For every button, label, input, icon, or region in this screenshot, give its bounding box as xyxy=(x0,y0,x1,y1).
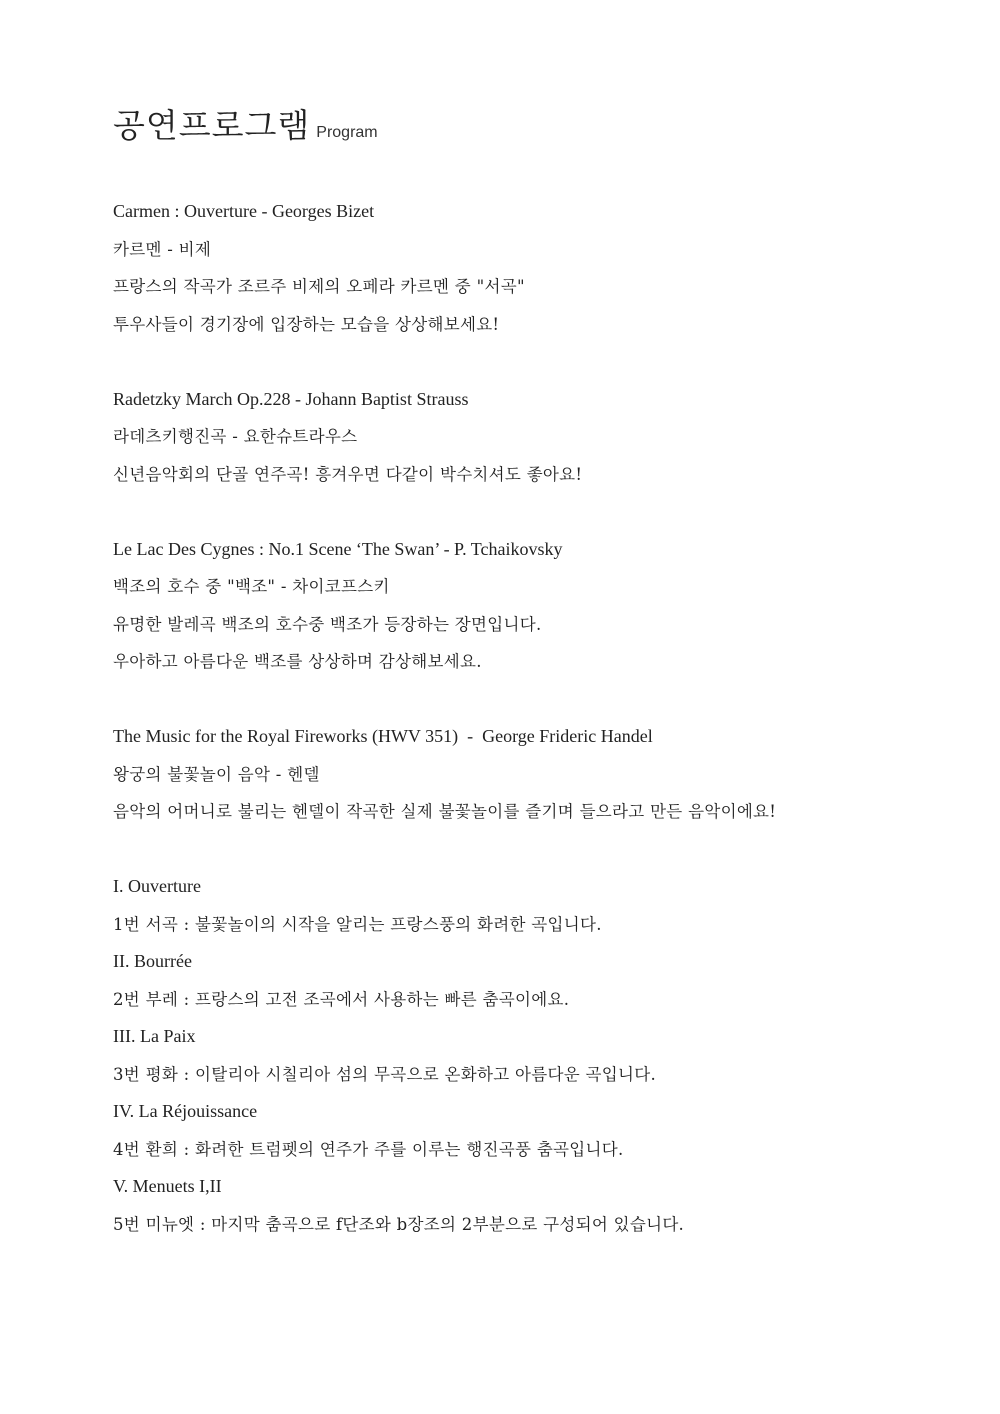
movement-name: III. La Paix xyxy=(113,1026,196,1046)
movement-name: I. Ouverture xyxy=(113,876,201,896)
movement-description: 4번 환희 : 화려한 트럼펫의 연주가 주를 이루는 행진곡풍 춤곡입니다. xyxy=(113,1139,624,1159)
movement-name: IV. La Réjouissance xyxy=(113,1101,258,1121)
movement-description: 5번 미뉴엣 : 마지막 춤곡으로 f단조와 b장조의 2부분으로 구성되어 있습니다. xyxy=(113,1214,685,1234)
program-page xyxy=(113,100,973,1243)
page-title-row xyxy=(113,100,973,147)
piece-royal-fireworks xyxy=(113,718,973,831)
piece-korean-title: 라데츠키행진곡 - 요한슈트라우스 xyxy=(113,427,358,446)
movement-list xyxy=(113,868,973,1243)
piece-description: 투우사들이 경기장에 입장하는 모습을 상상해보세요! xyxy=(113,314,500,334)
movement-name: II. Bourrée xyxy=(113,951,192,971)
movement-description: 1번 서곡 : 불꽃놀이의 시작을 알리는 프랑스풍의 화려한 곡입니다. xyxy=(113,914,602,934)
piece-title: Le Lac Des Cygnes : No.1 Scene ‘The Swan’ - P. Tchaikovsky xyxy=(113,538,563,559)
piece-description: 유명한 발레곡 백조의 호수중 백조가 등장하는 장면입니다. xyxy=(113,614,542,634)
piece-title: Carmen : Ouverture - Georges Bizet xyxy=(113,201,375,221)
piece-korean-title: 카르멘 - 비제 xyxy=(113,239,212,259)
piece-description: 우아하고 아름다운 백조를 상상하며 감상해보세요. xyxy=(113,652,482,671)
piece-description: 프랑스의 작곡가 조르주 비제의 오페라 카르멘 중 "서곡" xyxy=(113,277,525,296)
piece-carmen xyxy=(113,193,973,343)
piece-title: Radetzky March Op.228 - Johann Baptist Strauss xyxy=(113,388,469,409)
page-subtitle: Program xyxy=(316,124,378,141)
movement-name: V. Menuets I,II xyxy=(113,1176,222,1196)
piece-title: The Music for the Royal Fireworks (HWV 351) - George Frideric Handel xyxy=(113,726,653,746)
movement-description: 3번 평화 : 이탈리아 시칠리아 섬의 무곡으로 온화하고 아름다운 곡입니다. xyxy=(113,1064,657,1084)
piece-radetzky xyxy=(113,381,973,494)
movement-description: 2번 부레 : 프랑스의 고전 조곡에서 사용하는 빠른 춤곡이에요. xyxy=(113,989,570,1009)
piece-description: 신년음악회의 단골 연주곡! 흥겨우면 다같이 박수치셔도 좋아요! xyxy=(113,464,583,484)
piece-description: 음악의 어머니로 불리는 헨델이 작곡한 실제 불꽃놀이를 즐기며 들으라고 만든 음악이에요! xyxy=(113,802,777,821)
piece-korean-title: 왕궁의 불꽃놀이 음악 - 헨델 xyxy=(113,764,320,784)
page-title: 공연프로그램 xyxy=(113,106,311,145)
piece-swan-lake xyxy=(113,531,973,681)
piece-korean-title: 백조의 호수 중 "백조" - 차이코프스키 xyxy=(113,577,390,596)
